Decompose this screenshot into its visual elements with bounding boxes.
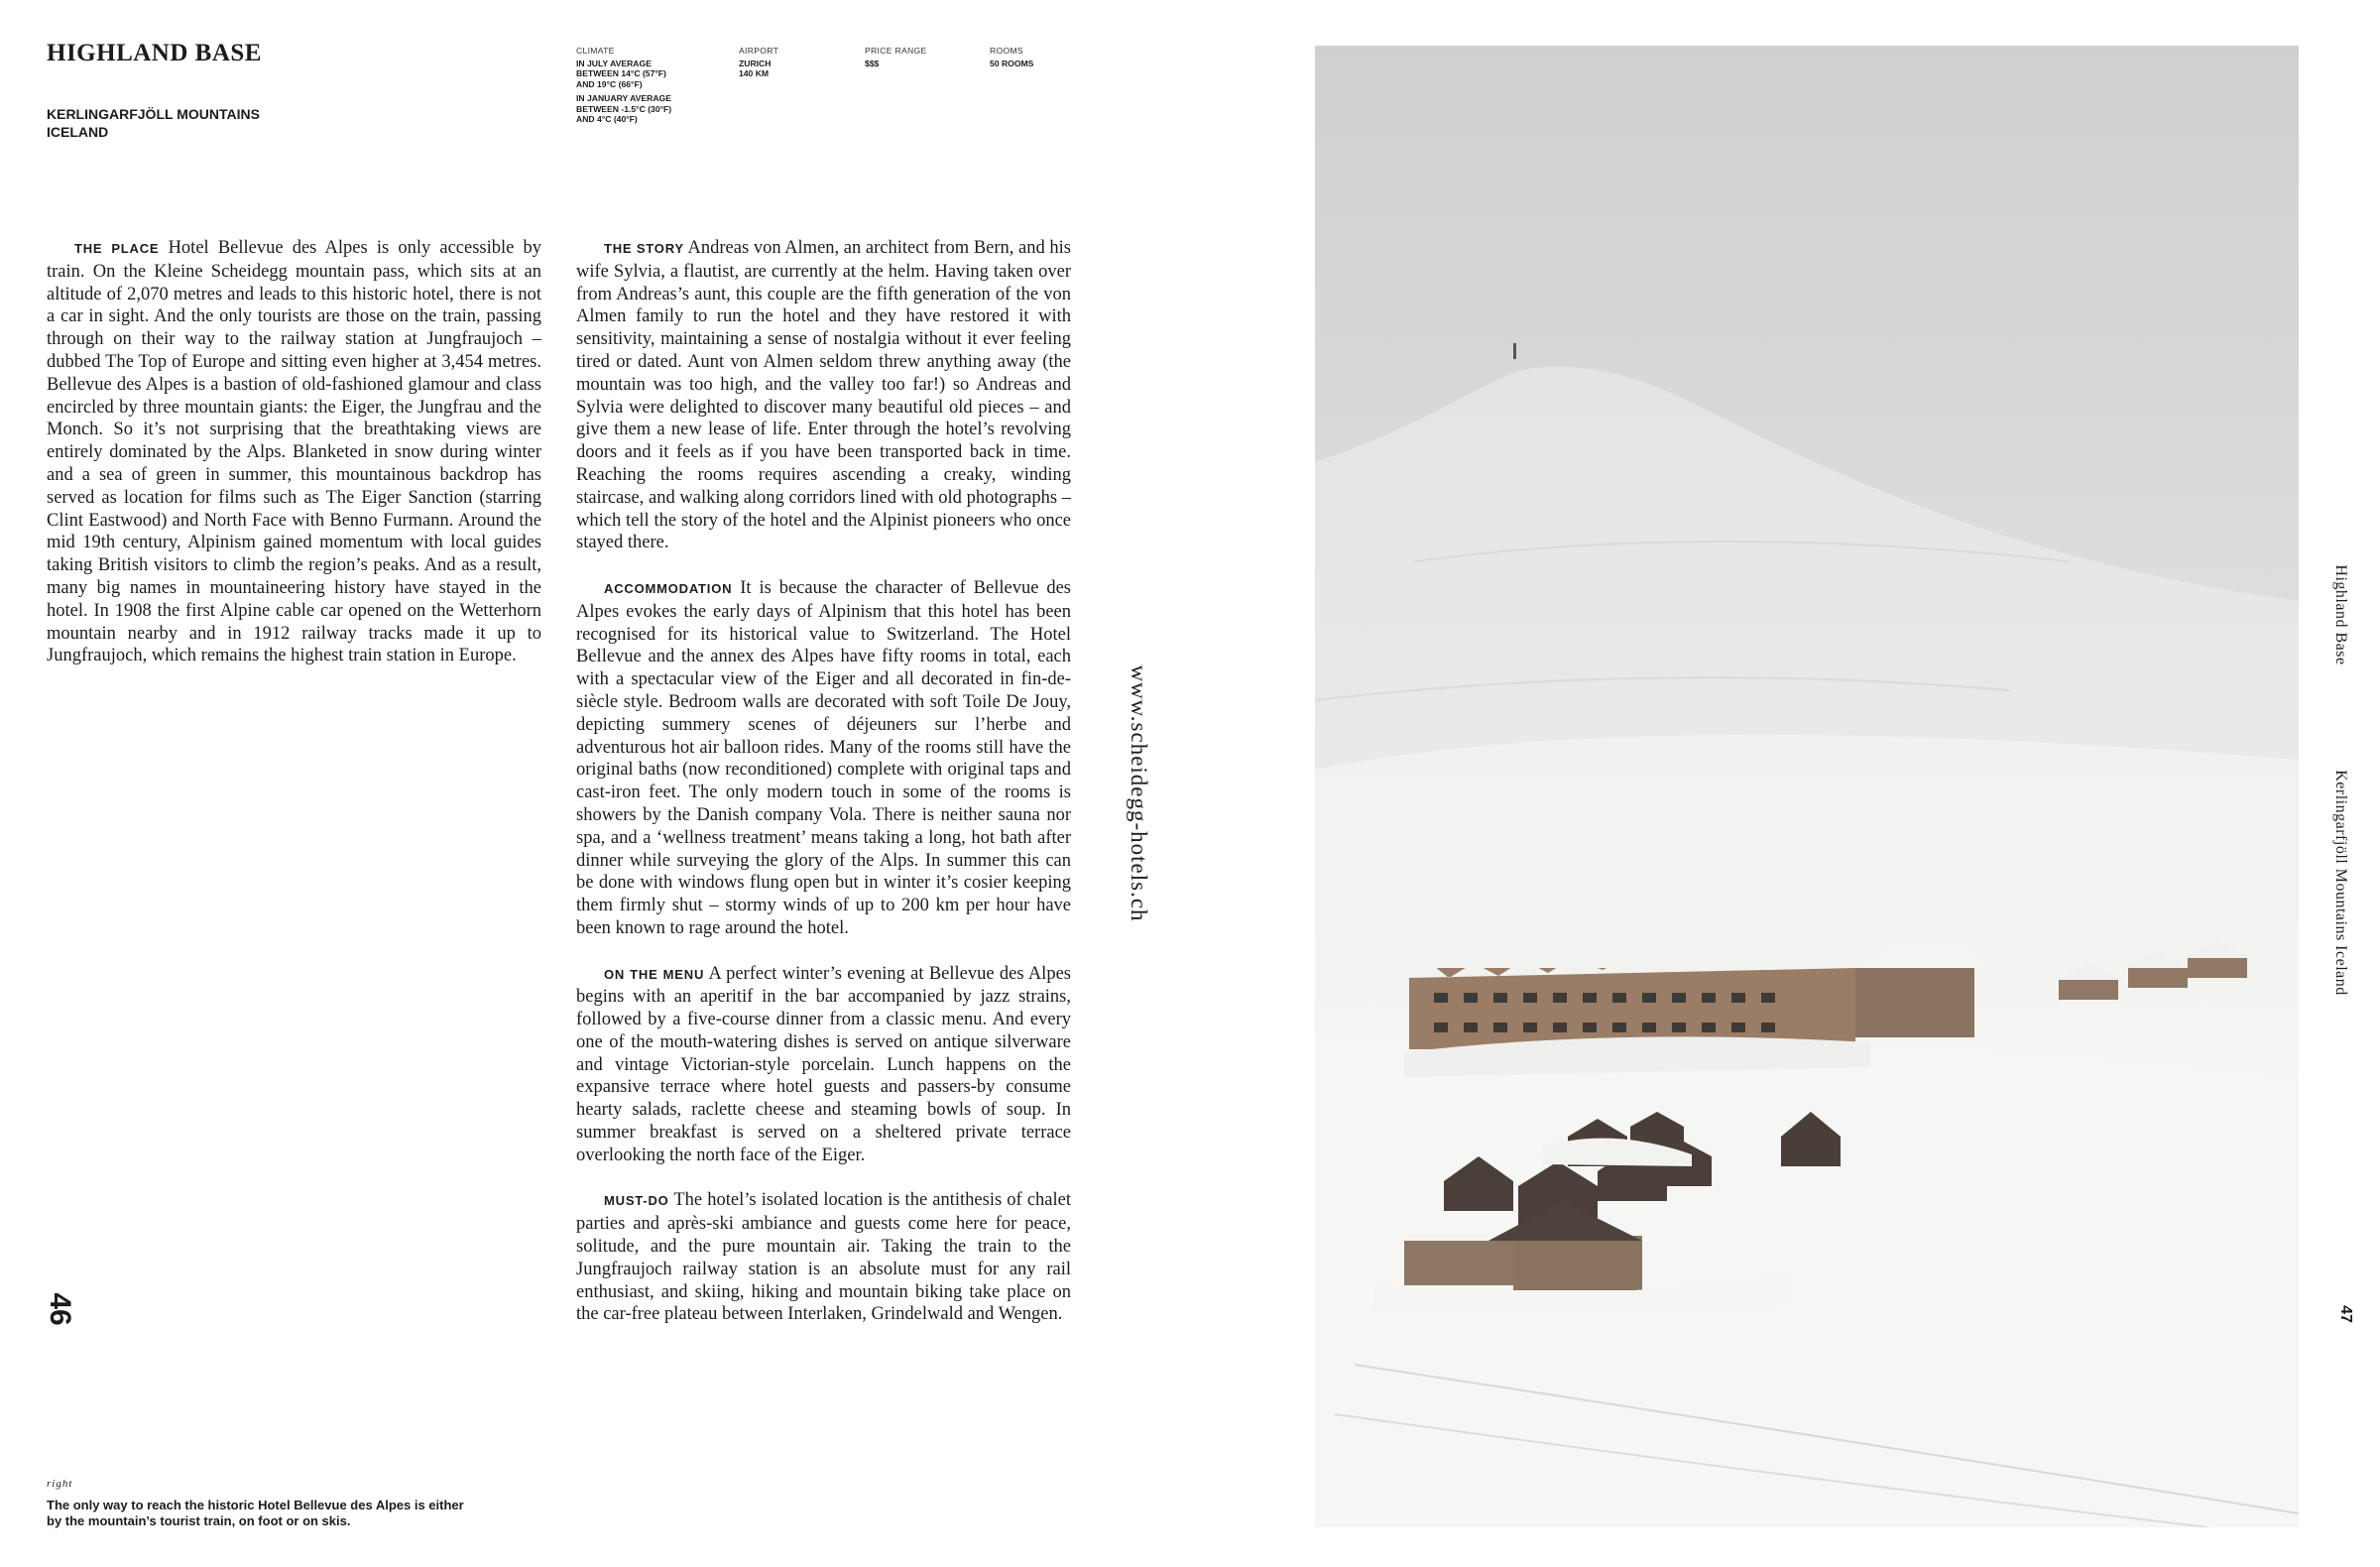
website-url-vertical[interactable] [1121,660,1156,927]
lead-accommodation: ACCOMMODATION [604,580,733,596]
text-the-place: Hotel Bellevue des Alpes is only accessible by train. On the Kleine Scheidegg mountain pass, which sits at an altitude of 2,070 metres and leads to this historic hotel, there is not a car in sight. And the only tourists are those on the train, passing through on their way to the railway station at Jungfraujoch – dubbed The Top of Europe and sitting even higher at 3,454 metres. Bellevue des Alpes is a bastion of old-fashioned glamour and class encircled by three mountain giants: the Eiger, the Jungfrau and the Monch. So it’s not surprising that the breathtaking views are entirely dominated by the Alps. Blanketed in snow during winter and a sea of green in summer, this mountainous backdrop has served as location for films such as The Eiger Sanction (starring Clint Eastwood) and North Face with Benno Furmann. Around the mid 19th century, Alpinism gained momentum with local guides taking British visitors to climb the region’s peaks. And as a result, many big names in mountaineering history have stayed in the hotel. In 1908 the first Alpine cable car opened on the Wetterhorn mountain nearby and in 1912 railway tracks made it up to Jungfraujoch, which remains the highest train station in Europe. [47,238,542,666]
body-column-1 [47,237,541,690]
snow-landscape-illustration [1315,46,2299,1527]
caption-text: The only way to reach the historic Hotel Bellevue des Alpes is either by the mountain’s tourist train, on foot or on skis. [47,1498,464,1528]
caption-label: right [47,1478,73,1490]
text-on-the-menu: A perfect winter’s evening at Bellevue des Alpes begins with an aperitif in the bar accompanied by jazz strains, followed by a five-course dinner from a classic menu. And every one of the mouth-watering dishes is served on antique silverware and vintage Victorian-style porcelain. Lunch happens on the expansive terrace where hotel guests and passers-by consume hearty salads, raclette cheese and steaming bowls of soup. In summer breakfast is served on a sheltered private terrace overlooking the north face of the Eiger. [576,963,1071,1165]
section-on-the-menu [576,963,1071,1167]
running-location: Kerlingarfjöll Mountains Iceland [2332,770,2349,996]
lead-the-story: THE STORY [604,241,684,256]
running-title: Highland Base [2332,564,2349,665]
rooms-label: ROOMS [990,46,1023,56]
hotel-snow-photo [1315,46,2299,1527]
page-number-right-text: 47 [2337,1305,2354,1323]
page-title: HIGHLAND BASE [47,40,262,66]
airport-value: ZURICH 140 KM [739,58,772,78]
info-airport [739,46,838,83]
running-header-right [2320,555,2360,1012]
lead-must-do: MUST-DO [604,1193,669,1209]
climate-label: CLIMATE [576,46,615,56]
info-climate [576,46,695,129]
page-number-left [40,1289,79,1329]
section-must-do [576,1189,1071,1326]
text-must-do: The hotel’s isolated location is the antithesis of chalet parties and après-ski ambiance and guests come here for peace, solitude, and the pure mountain air. Taking the train to the Jungfraujoch railway station is an absolute must for any rail enthusiast, and skiing, hiking and mountain biking take place on the car-free plateau between Interlaken, Grindelwald and Wengen. [576,1190,1071,1325]
section-accommodation [576,577,1071,940]
rooms-value: 50 ROOMS [990,58,1034,68]
body-column-2 [576,237,1071,1349]
airport-label: AIRPORT [739,46,779,56]
website-url-text[interactable]: www.scheidegg-hotels.ch [1127,664,1151,922]
text-accommodation: It is because the character of Bellevue des Alpes evokes the early days of Alpinism that this hotel has been recognised for its historical value to Switzerland. The Hotel Bellevue and the annex des Alpes have fifty rooms in total, each with a spectacular view of the Eiger and all decorated in fin-de-siècle style. Bedroom walls are decorated with soft Toile De Jouy, depicting summery scenes of déjeuners sur l’herbe and adventurous hot air balloon rides. Many of the rooms still have the original baths (now reconditioned) complete with original taps and cast-iron feet. The only modern touch in some of the rooms is showers by the Danish company Vola. There is neither sauna nor spa, and a ‘wellness treatment’ means taking a long, hot bath after dinner while surveying the glory of the Alps. In summer this can be done with windows flung open but in winter it’s cosier keeping them firmly shut – stormy winds of up to 200 km per hour have been known to rage around the hotel. [576,577,1071,938]
price-label: PRICE RANGE [865,46,927,56]
location-country: ICELAND [47,124,109,140]
page-number-right [2330,1299,2360,1329]
climate-january: IN JANUARY AVERAGE BETWEEN -1.5°C (30°F) AND 4°C (40°F) [576,93,672,124]
lead-the-place: THE PLACE [74,241,160,256]
price-value: $$$ [865,58,880,68]
location [47,105,260,141]
text-the-story: Andreas von Almen, an architect from Bern, and his wife Sylvia, a flautist, are currently at the helm. Having taken over from Andreas’s aunt, this couple are the fifth generation of the von Almen family to run the hotel and they have restored it with sensitivity, maintaining a sense of nostalgia without it ever feeling tired or dated. Aunt von Almen seldom threw anything away (the mountain was too high, and the valley too far!) so Andreas and Sylvia were delighted to discover many beautiful old pieces – and give them a new lease of life. Enter through the hotel’s revolving doors and it feels as if you have been transported back in time. Reaching the rooms requires ascending a creaky, winding staircase, and walking along corridors lined with old photographs – which tell the story of the hotel and the Alpinist pioneers who once stayed there. [576,238,1071,553]
lead-on-the-menu: ON THE MENU [604,966,705,982]
info-price [865,46,964,72]
section-the-place [47,237,541,667]
section-the-story [576,237,1071,554]
page-number-left-text: 46 [44,1292,76,1326]
info-rooms [990,46,1089,72]
location-region: KERLINGARFJÖLL MOUNTAINS [47,106,260,122]
climate-july: IN JULY AVERAGE BETWEEN 14°C (57°F) AND 19°C (66°F) [576,58,666,89]
